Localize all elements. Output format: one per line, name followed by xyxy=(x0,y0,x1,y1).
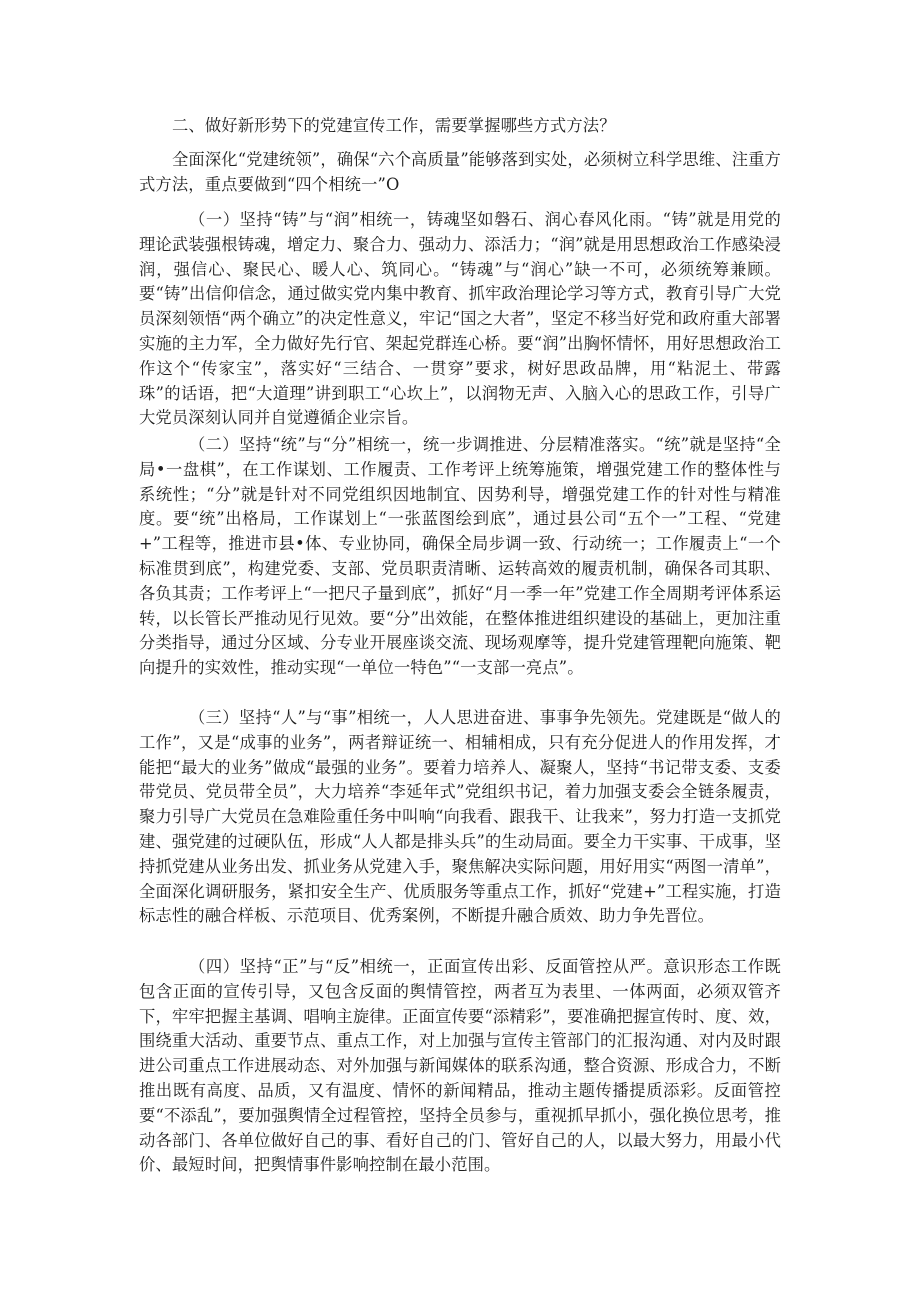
paragraph-3: （三）坚持“人”与“事”相统一，人人思进奋进、事事争先领先。党建既是“做人的工作”，又是“成事的业务”，两者辩证统一、相辅相成，只有充分促进人的作用发挥，才能把“最大的业务”做成“最强的业务”。要着力培养人、凝聚人，坚持“书记带支委、支委带党员、党员带全员”，大力培养“李延年式”党组织书记，着力加强支委会全链条履责，聚力引导广大党员在急难险重任务中叫响“向我看、跟我干、让我来”，努力打造一支抓党建、强党建的过硬队伍，形成“人人都是排头兵”的生动局面。要全力干实事、干成事，坚持抓党建从业务出发、抓业务从党建入手，聚焦解决实际问题，用好用实“两图一清单”，全面深化调研服务，紧扣安全生产、优质服务等重点工作，抓好“党建+”工程实施，打造标志性的融合样板、示范项目、优秀案例，不断提升融合质效、助力争先晋位。 xyxy=(139,708,781,926)
section-heading: 二、做好新形势下的党建宣传工作，需要掌握哪些方式方法？ xyxy=(172,116,616,135)
paragraph-1: （一）坚持“铸”与“润”相统一，铸魂坚如磐石、润心春风化雨。“铸”就是用党的理论武装强根铸魂，增定力、聚合力、强动力、添活力；“润”就是用思想政治工作感染浸润，强信心、聚民心、暖人心、筑同心。“铸魂”与“润心”缺一不可，必须统筹兼顾。要“铸”出信仰信念，通过做实党内集中教育、抓牢政治理论学习等方式，教育引导广大党员深刻领悟“两个确立”的决定性意义，牢记“国之大者”，坚定不移当好党和政府重大部署实施的主力军，全力做好先行官、架起党群连心桥。要“润”出胸怀情怀，用好思想政治工作这个“传家宝”，落实好“三结合、一贯穿”要求，树好思政品牌，用“粘泥土、带露珠”的话语，把“大道理”讲到职工“心坎上”，以润物无声、入脑入心的思政工作，引导广大党员深刻认同并自觉遵循企业宗旨。 xyxy=(139,210,781,428)
paragraph-4: （四）坚持“正”与“反”相统一，正面宣传出彩、反面管控从严。意识形态工作既包含正面的宣传引导，又包含反面的舆情管控，两者互为表里、一体两面，必须双管齐下，牢牢把握主基调、唱响主旋律。正面宣传要“添精彩”，要准确把握宣传时、度、效，围绕重大活动、重要节点、重点工作，对上加强与宣传主管部门的汇报沟通、对内及时跟进公司重点工作进展动态、对外加强与新闻媒体的联系沟通，整合资源、形成合力，不断推出既有高度、品质，又有温度、情怀的新闻精品，推动主题传播提质添彩。反面管控要“不添乱”，要加强舆情全过程管控，坚持全员参与，重视抓早抓小，强化换位思考，推动各部门、各单位做好自己的事、看好自己的门、管好自己的人，以最大努力，用最小代价、最短时间，把舆情事件影响控制在最小范围。 xyxy=(139,957,781,1175)
paragraph-2: （二）坚持“统”与“分”相统一，统一步调推进、分层精准落实。“统”就是坚持“全局•一盘棋”，在工作谋划、工作履责、工作考评上统筹施策，增强党建工作的整体性与系统性；“分”就是针对不同党组织因地制宜、因势利导，增强党建工作的针对性与精准度。要“统”出格局，工作谋划上“一张蓝图绘到底”，通过县公司“五个一”工程、“党建+”工程等，推进市县•体、专业协同，确保全局步调一致、行动统一；工作履责上“一个标准贯到底”，构建党委、支部、党员职责清晰、运转高效的履责机制，确保各司其职、各负其责；工作考评上“一把尺子量到底”，抓好“月一季一年”党建工作全周期考评体系运转，以长管长严推动见行见效。要“分”出效能，在整体推进组织建设的基础上，更加注重分类指导，通过分区域、分专业开展座谈交流、现场观摩等，提升党建管理靶向施策、靶向提升的实效性，推动实现“一单位一特色”“一支部一亮点”。 xyxy=(139,435,781,678)
intro-paragraph: 全面深化“党建统领”，确保“六个高质量”能够落到实处，必须树立科学思维、注重方式方法，重点要做到“四个相统一”O xyxy=(139,150,781,194)
